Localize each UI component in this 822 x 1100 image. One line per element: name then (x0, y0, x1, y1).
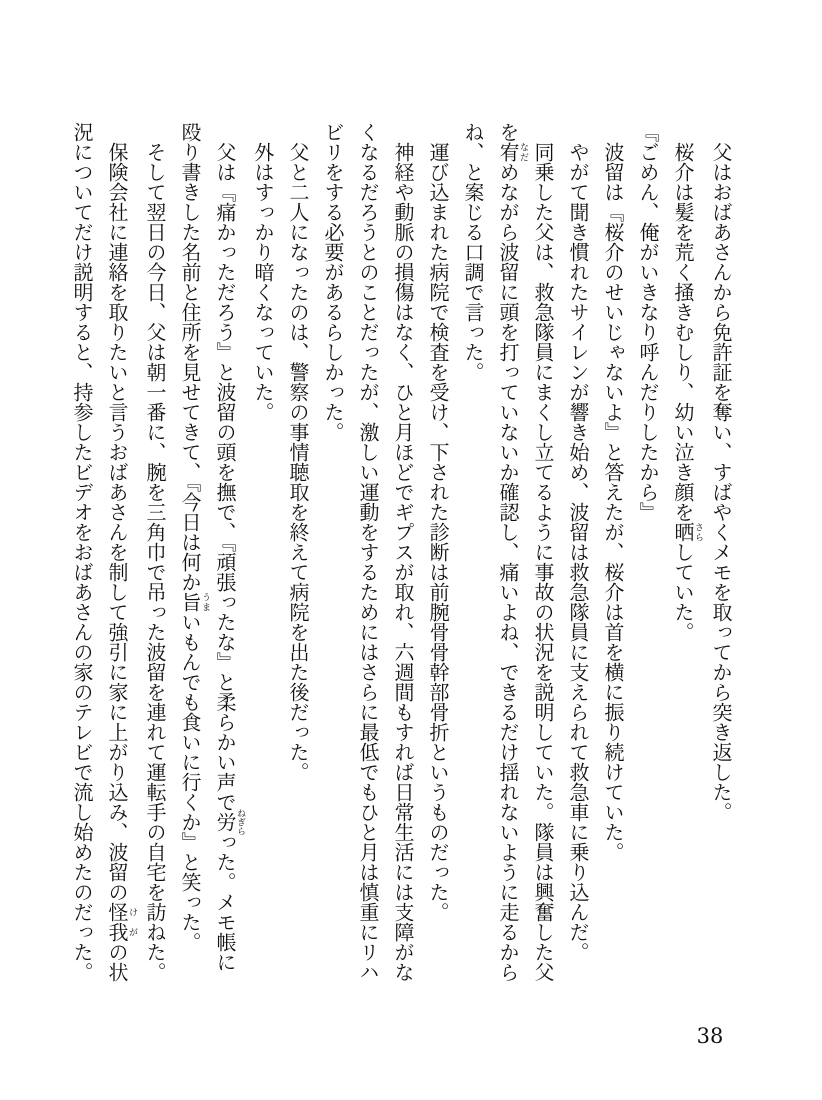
paragraph: 波留は『桜介のせいじゃないよ』と答えたが、桜介は首を横に振り続けていた。 (601, 142, 625, 862)
page-number: 38 (696, 1024, 724, 1048)
paragraph: 保険会社に連絡を取りたいと言うおばあさんを制して強引に家に上がり込み、波留の怪我けがの状況についてだけ説明すると、持参したビデオをおばあさんの家のテレビで流し始めたのだった。 (70, 122, 137, 982)
paragraph: 父と二人になったのは、警察の事情聴取を終えて病院を出た後だった。 (286, 142, 310, 782)
paragraph: 桜介は髪を荒く掻きむしり、幼い泣き顔を晒さらしていた。 (671, 142, 703, 642)
paragraph: 父は『痛かっただろう』と波留の頭を撫で、『頑張ったな』と柔らかい声で労ねぎらった。メモ帳に殴り書きした名前と住所を見せてきて、『今日は何か旨うまいもんでも食いに行くか』と笑った。 (178, 122, 245, 972)
paragraph: 運び込まれた病院で検査を受け、下された診断は前腕骨骨幹部骨折というものだった。 (426, 142, 450, 922)
paragraph: 『ごめん、俺がいきなり呼んだりしたから』 (636, 122, 660, 522)
paragraph: 同乗した父は、救急隊員にまくし立てるように事故の状況を説明していた。隊員は興奮した父を宥なだめながら波留に頭を打っていないか確認し、痛いよね、できるだけ揺れないように走るからね、と案じる口調で言った。 (461, 122, 555, 982)
text-body (72, 122, 738, 983)
furigana-ruby: 労ねぎら (213, 808, 245, 836)
paragraph: 外はすっかり暗くなっていた。 (251, 142, 275, 422)
paragraph: 神経や動脈の損傷はなく、ひと月ほどでギプスが取れ、六週間もすれば日常生活には支障がなくなるだろうとのことだったが、激しい運動をするためにはさらに最低でもひと月は慎重にリハビリをする必要があるらしかった。 (321, 122, 415, 982)
paragraph: 父はおばあさんから免許証を奪い、すばやくメモを取ってから突き返した。 (709, 142, 733, 822)
paragraph: そして翌日の今日、父は朝一番に、腕を三角巾で吊った波留を連れて運転手の自宅を訪ねた。 (143, 142, 167, 982)
furigana-ruby: 怪我けが (105, 902, 137, 942)
furigana-ruby: 旨うま (178, 592, 210, 612)
furigana-ruby: 晒さら (671, 522, 703, 542)
paragraph: やがて聞き慣れたサイレンが響き始め、波留は救急隊員に支えられて救急車に乗り込んだ。 (566, 142, 590, 962)
furigana-ruby: 宥なだ (496, 142, 528, 162)
